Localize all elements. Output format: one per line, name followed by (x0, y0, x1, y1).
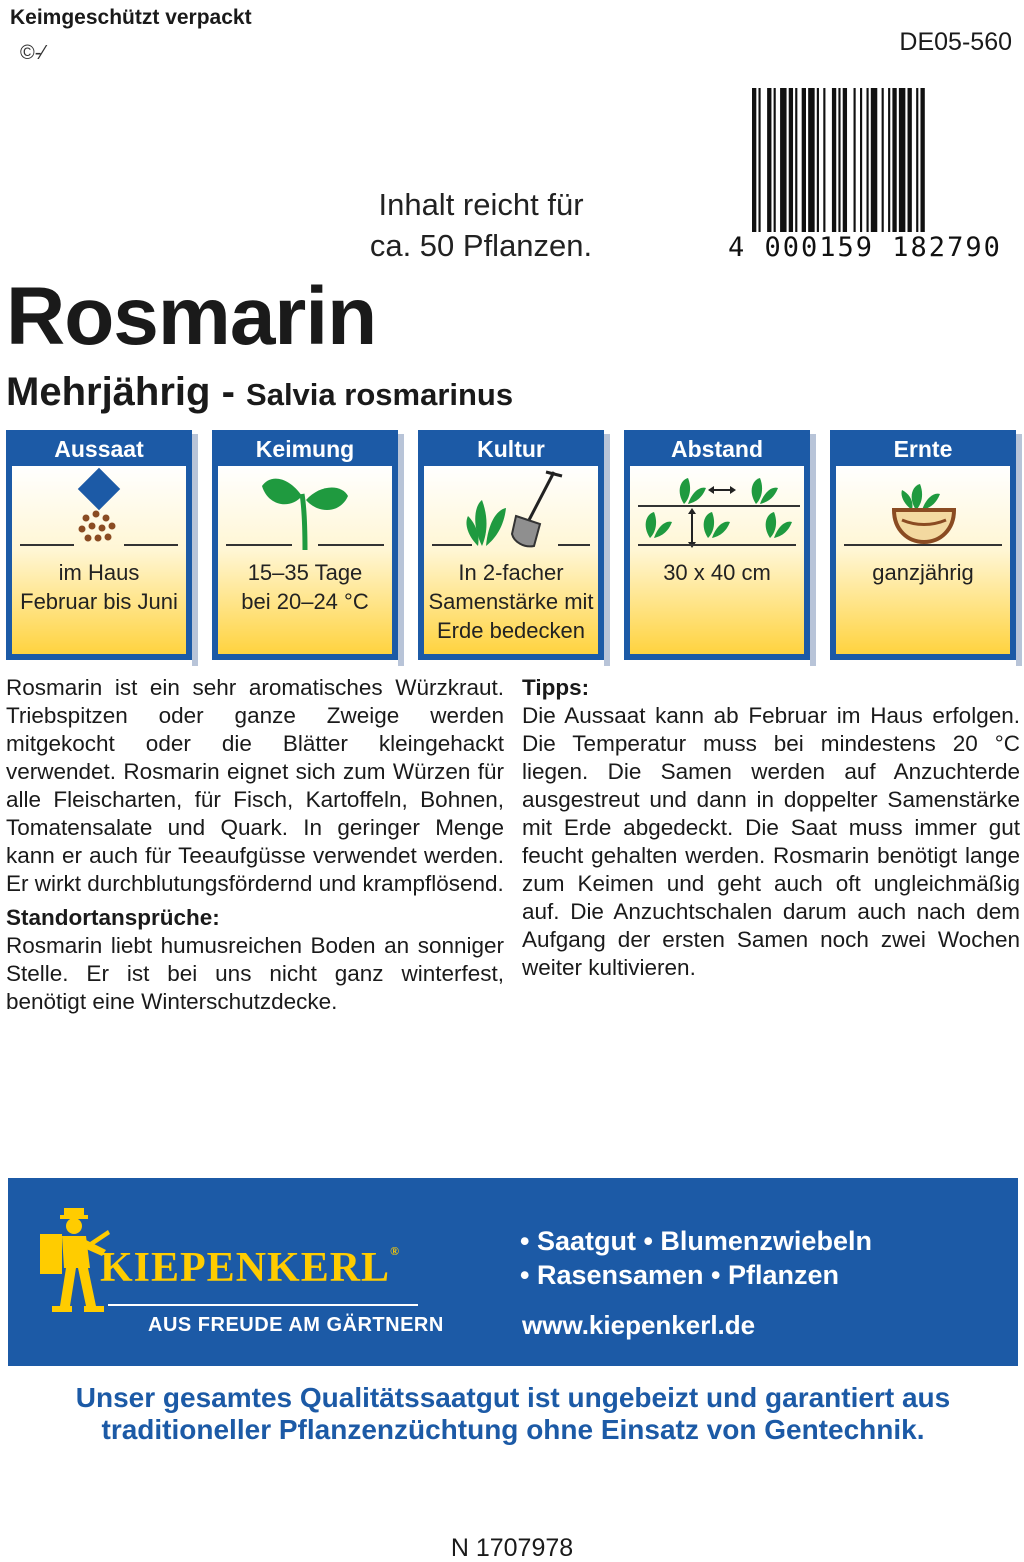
barcode-bar (854, 88, 856, 238)
plant-and-spade-icon (424, 466, 598, 550)
product-name: Rosmarin (6, 271, 377, 362)
barcode-bar (802, 88, 806, 238)
barcode-bar (892, 88, 896, 238)
barcode-bar (817, 88, 819, 238)
step-abstand (624, 430, 810, 660)
step-title: Aussaat (6, 430, 192, 466)
barcode-bar (882, 88, 884, 238)
barcode-bar (774, 88, 776, 238)
barcode-bar (888, 88, 890, 238)
plant-spacing-icon (630, 466, 804, 550)
brand-name: KIEPENKERL® (100, 1244, 401, 1291)
brand-divider (108, 1304, 418, 1306)
barcode-digits: 4 000159 182790 (728, 232, 1018, 263)
tips-column (522, 674, 1020, 982)
step-kultur (418, 430, 604, 660)
description-text: Rosmarin ist ein sehr aromatisches Würzkraut. Triebspitzen oder ganze Zweige werden mitgekocht oder die Blätter kleingehackt verwendet. Rosmarin eignet sich zum Würzen für alle Fleischarten, für Fisch, Kartoffeln, Bohnen, Tomatensalate und Quark. In geringer Menge kann er auch für Teeaufgüsse verwendet werden. Er wirkt durchblutungsfördernd und krampflösend. (6, 675, 504, 896)
barcode-bar (871, 88, 877, 238)
step-text: im Haus Februar bis Juni (20, 560, 178, 614)
content-amount-line1: Inhalt reicht für (378, 187, 584, 222)
barcode-bar (795, 88, 797, 238)
quality-guarantee: Unser gesamtes Qualitätssaatgut ist ungebeizt und garantiert aus traditioneller Pflanzenzüchtung ohne Einsatz von Gentechnik. (75, 1382, 951, 1445)
seed-packet-icon (12, 466, 186, 550)
barcode-bar (832, 88, 836, 238)
barcode-bar (767, 88, 771, 238)
seedling-icon (218, 466, 392, 550)
barcode-bar (908, 88, 912, 238)
content-amount-line2: ca. 50 Pflanzen. (369, 228, 593, 263)
harvest-bowl-icon (836, 466, 1010, 550)
product-lifecycle: Mehrjährig - (6, 370, 247, 414)
barcode-bar (823, 88, 825, 238)
step-text: 30 x 40 cm (663, 560, 771, 585)
barcode-bar (808, 88, 814, 238)
tips-heading: Tipps: (522, 675, 590, 700)
step-title: Abstand (624, 430, 810, 466)
step-title: Kultur (418, 430, 604, 466)
description-column (6, 674, 504, 1016)
location-text: Rosmarin liebt humusreichen Boden an sonniger Stelle. Er ist bei uns nicht ganz winterfest, benötigt eine Winterschutzdecke. (6, 933, 504, 1014)
tips-text: Die Aussaat kann ab Februar im Haus erfolgen. Die Temperatur muss bei mindestens 20 °C liegen. Die Samen werden auf Anzuchterde ausgestreut und dann in doppelter Samenstärke mit Erde abgedeckt. Die Saat muss immer gut feucht gehalten werden. Rosmarin benötigt lange zum Keimen und geht auch oft ungleichmäßig auf. Die Anzuchtschalen darum auch nach dem Aufgang der ersten Samen noch zwei Wochen weiter kultivieren. (522, 703, 1020, 980)
growing-steps (6, 430, 1020, 666)
step-title: Ernte (830, 430, 1016, 466)
website-link[interactable]: www.kiepenkerl.de (522, 1310, 756, 1340)
registered-mark: ® (390, 1244, 401, 1258)
barcode-bar (780, 88, 786, 238)
location-heading: Standortansprüche: (6, 905, 220, 930)
product-latin-name: Salvia rosmarinus (246, 377, 514, 412)
brand-tagline: AUS FREUDE AM GÄRTNERN (148, 1314, 444, 1336)
lot-number: N 1707978 (450, 1534, 574, 1562)
category-line: • Saatgut • Blumenzwiebeln (520, 1226, 872, 1256)
barcode-bar (866, 88, 868, 238)
barcode-bar (860, 88, 862, 238)
article-number: DE05-560 (899, 28, 1012, 56)
step-text: ganzjährig (872, 560, 974, 585)
category-line: • Rasensamen • Pflanzen (520, 1260, 840, 1290)
barcode-bar (899, 88, 905, 238)
product-subtitle (6, 370, 513, 415)
step-text: 15–35 Tage bei 20–24 °C (241, 560, 369, 614)
barcode-bar (789, 88, 793, 238)
step-keimung (212, 430, 398, 660)
packaging-note: Keimgeschützt verpackt (10, 6, 252, 29)
product-categories (520, 1224, 872, 1292)
certification-mark: ©-⁄ (20, 42, 45, 64)
step-ernte (830, 430, 1016, 660)
content-amount (356, 184, 606, 266)
step-text: In 2-facher Samenstärke mit Erde bedecken (428, 560, 594, 643)
step-aussaat (6, 430, 192, 660)
step-title: Keimung (212, 430, 398, 466)
